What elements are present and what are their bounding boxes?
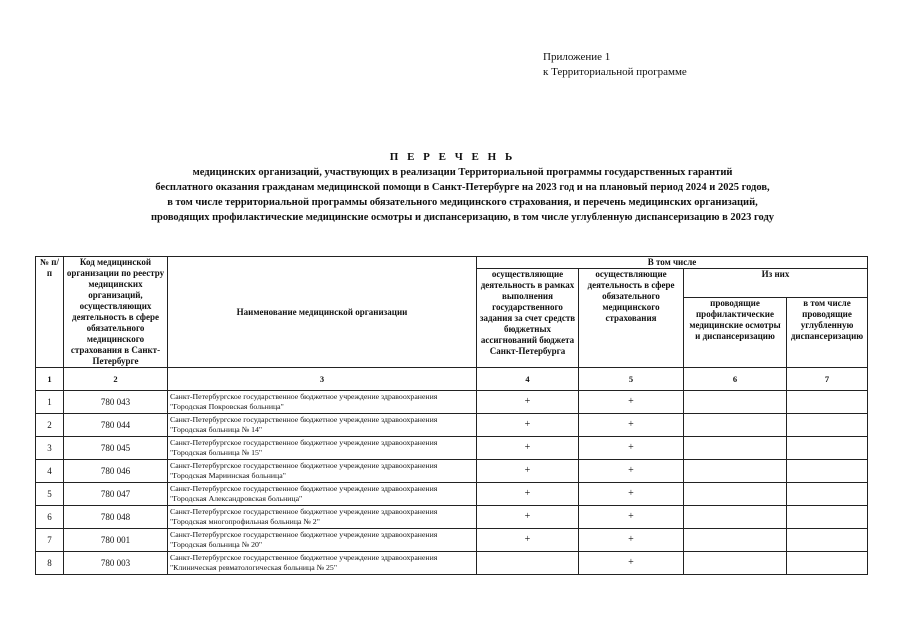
header-of-them: Из них bbox=[684, 269, 868, 298]
org-name-cell: Санкт-Петербургское государственное бюджетное учреждение здравоохранения "Городская больница № 14" bbox=[168, 414, 477, 437]
prof-mark-cell bbox=[684, 460, 787, 483]
oms-mark-cell: + bbox=[579, 437, 684, 460]
org-name-cell: Санкт-Петербургское государственное бюджетное учреждение здравоохранения "Городская Покровская больница" bbox=[168, 391, 477, 414]
table-row bbox=[36, 460, 868, 483]
deep-mark-cell bbox=[787, 437, 868, 460]
deep-mark-cell bbox=[787, 483, 868, 506]
deep-mark-cell bbox=[787, 529, 868, 552]
prof-mark-cell bbox=[684, 437, 787, 460]
organizations-table bbox=[35, 256, 868, 575]
column-number: 2 bbox=[64, 368, 168, 391]
column-number: 3 bbox=[168, 368, 477, 391]
column-number: 7 bbox=[787, 368, 868, 391]
oms-mark-cell: + bbox=[579, 483, 684, 506]
table-body bbox=[36, 368, 868, 575]
subtitle-line-4: проводящих профилактические медицинские осмотры и диспансеризацию, в том числе углубленную диспансеризацию в 2023 году bbox=[150, 212, 775, 223]
column-number: 5 bbox=[579, 368, 684, 391]
budget-mark-cell: + bbox=[477, 414, 579, 437]
budget-mark-cell: + bbox=[477, 506, 579, 529]
prof-mark-cell bbox=[684, 391, 787, 414]
budget-mark-cell: + bbox=[477, 460, 579, 483]
row-number-cell: 6 bbox=[36, 506, 64, 529]
row-number-cell: 7 bbox=[36, 529, 64, 552]
prof-mark-cell bbox=[684, 414, 787, 437]
table-row bbox=[36, 391, 868, 414]
header-row-1 bbox=[36, 257, 868, 269]
deep-mark-cell bbox=[787, 391, 868, 414]
header-code: Код медицинской организации по реестру медицинских организаций, осуществляющих деятельность в сфере обязательного медицинского страхования в Санкт-Петербурге bbox=[64, 257, 168, 368]
org-name-cell: Санкт-Петербургское государственное бюджетное учреждение здравоохранения "Городская многопрофильная больница № 2" bbox=[168, 506, 477, 529]
column-number: 4 bbox=[477, 368, 579, 391]
deep-mark-cell bbox=[787, 460, 868, 483]
row-number-cell: 2 bbox=[36, 414, 64, 437]
subtitle-line-1: медицинских организаций, участвующих в реализации Территориальной программы государственных гарантий bbox=[192, 167, 733, 178]
column-number: 1 bbox=[36, 368, 64, 391]
table-row bbox=[36, 552, 868, 575]
row-number-cell: 4 bbox=[36, 460, 64, 483]
oms-mark-cell: + bbox=[579, 506, 684, 529]
oms-mark-cell: + bbox=[579, 552, 684, 575]
deep-mark-cell bbox=[787, 414, 868, 437]
org-name-cell: Санкт-Петербургское государственное бюджетное учреждение здравоохранения "Городская Александровская больница" bbox=[168, 483, 477, 506]
org-name-cell: Санкт-Петербургское государственное бюджетное учреждение здравоохранения "Городская больница № 15" bbox=[168, 437, 477, 460]
header-num: № п/п bbox=[36, 257, 64, 368]
subtitle-line-2: бесплатного оказания гражданам медицинской помощи в Санкт-Петербурге на 2023 год и на плановый период 2024 и 2025 годов, bbox=[155, 182, 770, 193]
document-subtitle bbox=[40, 165, 885, 225]
table-row bbox=[36, 483, 868, 506]
appendix-line-1: Приложение 1 bbox=[543, 51, 611, 63]
prof-mark-cell bbox=[684, 529, 787, 552]
prof-mark-cell bbox=[684, 483, 787, 506]
org-code-cell: 780 043 bbox=[64, 391, 168, 414]
prof-mark-cell bbox=[684, 506, 787, 529]
org-code-cell: 780 003 bbox=[64, 552, 168, 575]
deep-mark-cell bbox=[787, 552, 868, 575]
header-deep: в том числе проводящие углубленную диспансеризацию bbox=[787, 297, 868, 367]
org-code-cell: 780 001 bbox=[64, 529, 168, 552]
table-row bbox=[36, 506, 868, 529]
header-budget: осуществляющие деятельность в рамках выполнения государственного задания за счет средств бюджетных ассигнований бюджета Санкт-Петербурга bbox=[477, 269, 579, 368]
oms-mark-cell: + bbox=[579, 529, 684, 552]
row-number-cell: 8 bbox=[36, 552, 64, 575]
oms-mark-cell: + bbox=[579, 391, 684, 414]
appendix-line-2: к Территориальной программе bbox=[543, 66, 687, 78]
org-name-cell: Санкт-Петербургское государственное бюджетное учреждение здравоохранения "Городская больница № 20" bbox=[168, 529, 477, 552]
table-row bbox=[36, 414, 868, 437]
subtitle-line-3: в том числе территориальной программы обязательного медицинского страхования, и перечень медицинских организаций, bbox=[167, 197, 758, 208]
budget-mark-cell: + bbox=[477, 529, 579, 552]
org-code-cell: 780 044 bbox=[64, 414, 168, 437]
org-code-cell: 780 046 bbox=[64, 460, 168, 483]
budget-mark-cell: + bbox=[477, 437, 579, 460]
header-oms: осуществляющие деятельность в сфере обязательного медицинского страхования bbox=[579, 269, 684, 368]
org-code-cell: 780 047 bbox=[64, 483, 168, 506]
oms-mark-cell: + bbox=[579, 460, 684, 483]
appendix-note bbox=[543, 50, 687, 80]
document-title: П Е Р Е Ч Е Н Ь bbox=[389, 151, 516, 163]
header-including: В том числе bbox=[477, 257, 868, 269]
budget-mark-cell: + bbox=[477, 483, 579, 506]
org-name-cell: Санкт-Петербургское государственное бюджетное учреждение здравоохранения "Клиническая ревматологическая больница № 25" bbox=[168, 552, 477, 575]
prof-mark-cell bbox=[684, 552, 787, 575]
budget-mark-cell bbox=[477, 552, 579, 575]
deep-mark-cell bbox=[787, 506, 868, 529]
column-number-row bbox=[36, 368, 868, 391]
header-name: Наименование медицинской организации bbox=[168, 257, 477, 368]
column-number: 6 bbox=[684, 368, 787, 391]
org-name-cell: Санкт-Петербургское государственное бюджетное учреждение здравоохранения "Городская Мариинская больница" bbox=[168, 460, 477, 483]
header-prof: проводящие профилактические медицинские осмотры и диспансеризацию bbox=[684, 297, 787, 367]
row-number-cell: 3 bbox=[36, 437, 64, 460]
row-number-cell: 5 bbox=[36, 483, 64, 506]
table-row bbox=[36, 437, 868, 460]
oms-mark-cell: + bbox=[579, 414, 684, 437]
org-code-cell: 780 045 bbox=[64, 437, 168, 460]
budget-mark-cell: + bbox=[477, 391, 579, 414]
table-row bbox=[36, 529, 868, 552]
org-code-cell: 780 048 bbox=[64, 506, 168, 529]
row-number-cell: 1 bbox=[36, 391, 64, 414]
